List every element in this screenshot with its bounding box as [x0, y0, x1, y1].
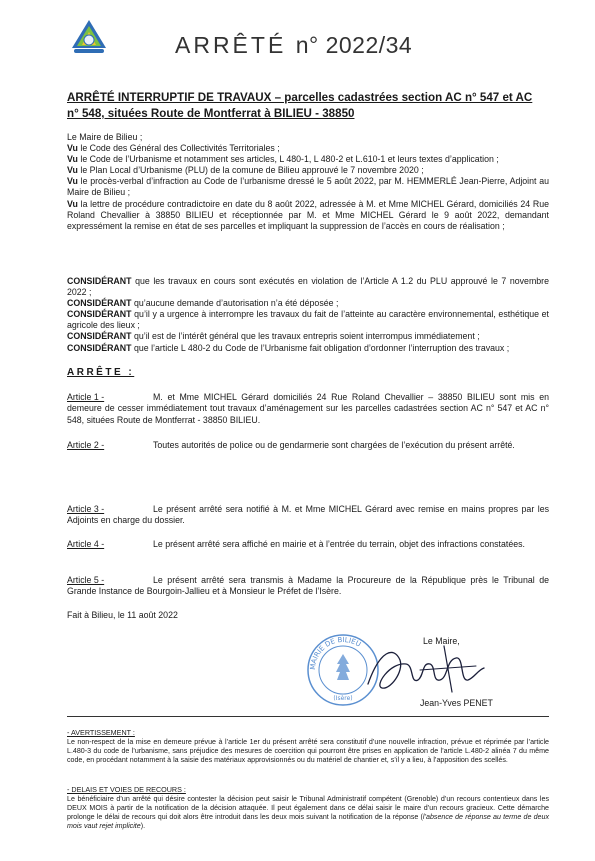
delais-heading: - DELAIS ET VOIES DE RECOURS : — [67, 785, 186, 794]
article-4 — [67, 539, 549, 550]
article-1 — [67, 392, 549, 426]
considerant-item: CONSIDÉRANT qu’aucune demande d’autorisation n’a été déposée ; — [67, 298, 339, 309]
article-label: Article 2 - — [67, 440, 105, 450]
stamp-text-bottom: (Isère) — [333, 695, 353, 702]
article-label: Article 3 - — [67, 504, 105, 514]
visa-item: Vu la lettre de procédure contradictoire en date du 8 août 2022, adressée à M. et Mme MICHEL Gérard, domiciliés 24 Rue Roland Chevallier à 38850 BILIEU et réceptionnée par M. et Mme MICHEL Gérard le 9 août 2022, demandant expressément la remise en état de ses parcelles et impliquant la suppression de l’accès en cours de réalisation ; — [67, 198, 549, 231]
arrete-heading: ARRÊTÉ INTERRUPTIF DE TRAVAUX – parcelles cadastrées section AC n° 547 et AC n° 548, situées Route de Montferrat à BILIEU - 38850 — [67, 91, 533, 120]
considerant-item: CONSIDÉRANT qu’il est de l’intérêt général que les travaux entrepris soient interrompus immédiatement ; — [67, 331, 480, 342]
article-label: Article 5 - — [67, 575, 105, 585]
date-place: Fait à Bilieu, le 11 août 2022 — [67, 610, 178, 620]
avertissement-heading: - AVERTISSEMENT : — [67, 728, 135, 737]
visa-item: Vu le Plan Local d’Urbanisme (PLU) de la comune de Bilieu approuvé le 7 novembre 2020 ; — [67, 165, 424, 176]
delais-text: Le bénéficiaire d’un arrêté qui désire contester la décision peut saisir le Tribunal Administratif compétent (Grenoble) d’un recours contentieux dans les DEUX MOIS à partir de la notification de la décision attaquée. Il peut également dans ce délai saisir le maire d’un recours gracieux. Cette démarche prolonge le délai de recours qui doit alors être introduit dans les deux mois suivant la notification de la réponse (l’absence de réponse au terme de deux mois vaut rejet implicite). — [67, 795, 549, 830]
article-3 — [67, 504, 549, 527]
article-text: Toutes autorités de police ou de gendarmerie sont chargées de l’exécution du présent arrêté. — [153, 440, 515, 450]
stamp-text-top: MAIRIE DE BILIEU — [308, 635, 363, 671]
considerant-item: CONSIDÉRANT que l’article L 480-2 du Code de l’Urbanisme fait obligation d’ordonner l’interruption des travaux ; — [67, 342, 510, 353]
footer-separator — [67, 716, 549, 717]
considerants-block — [67, 276, 549, 354]
article-text: M. et Mme MICHEL Gérard domiciliés 24 Rue Roland Chevallier – 38850 BILIEU sont mis en demeure de cesser immédiatement tout travaux d’aménagement sur les parcelles cadastrées section AC n° 547 et AC n° 548, situées Route de Montferrat - 38850 BILIEU. — [67, 392, 549, 425]
article-text: Le présent arrêté sera notifié à M. et Mme MICHEL Gérard avec remise en mains propres par les Adjoints en charge du dossier. — [67, 504, 549, 526]
visa-item: Vu le Code de l’Urbanisme et notamment ses articles, L 480-1, L 480-2 et L.610-1 et leurs textes d’application ; — [67, 154, 499, 165]
article-text: Le présent arrêté sera transmis à Madame la Procureure de la République près le Tribunal de Grande Instance de Bourgoin-Jallieu et à Monsieur le Préfet de l’Isère. — [67, 575, 549, 597]
avertissement-text: Le non-respect de la mise en demeure prévue à l’article 1er du présent arrêté sera constitutif d’une nouvelle infraction, prévue et réprimée par l’article L.480-3 du code de l’urbanisme, sans préjudice des mesures de coercition qui pourront être prises en application de l’article L.480-2 alinéa 7 du même code, en procédant notamment à la saisie des matériaux approvisionnés ou du matériel de chantier et, s’il y a lieu, à l’apposition des scellés. — [67, 738, 549, 764]
visa-item: Vu le Code des Général des Collectivités Territoriales ; — [67, 143, 280, 154]
considerant-item: CONSIDÉRANT qu’il y a urgence à interrompre les travaux du fait de l’atteinte au caractère environnemental, esthétique et agricole des lieux ; — [67, 309, 549, 331]
title-number: n° 2022/34 — [295, 32, 413, 58]
considerant-item: CONSIDÉRANT que les travaux en cours sont exécutés en violation de l’Article A 1.2 du PLU approuvé le 7 novembre 2022 ; — [67, 276, 549, 298]
article-label: Article 1 - — [67, 392, 105, 402]
mayor-signature-icon — [360, 640, 490, 700]
article-5 — [67, 575, 549, 598]
svg-text:MAIRIE DE BILIEU — [309, 636, 362, 670]
commune-logo-icon — [70, 18, 108, 56]
article-label: Article 4 - — [67, 539, 105, 549]
signer-name: Jean-Yves PENET — [420, 698, 493, 708]
visa-item: Vu le procès-verbal d’infraction au Code de l’urbanisme dressé le 5 août 2022, par M. HEMMERLÉ Jean-Pierre, Adjoint au Maire de Bilieu ; — [67, 176, 549, 198]
document-title — [175, 32, 475, 59]
visas-block — [67, 132, 549, 232]
visas-intro: Le Maire de Bilieu ; — [67, 132, 143, 142]
title-main: ARRÊTÉ — [175, 32, 287, 58]
article-2 — [67, 440, 549, 451]
article-text: Le présent arrêté sera affiché en mairie et à l’entrée du terrain, objet des infractions constatées. — [153, 539, 525, 549]
mayor-title: Le Maire, — [423, 636, 460, 646]
arrete-label: ARRÊTE : — [67, 367, 135, 378]
